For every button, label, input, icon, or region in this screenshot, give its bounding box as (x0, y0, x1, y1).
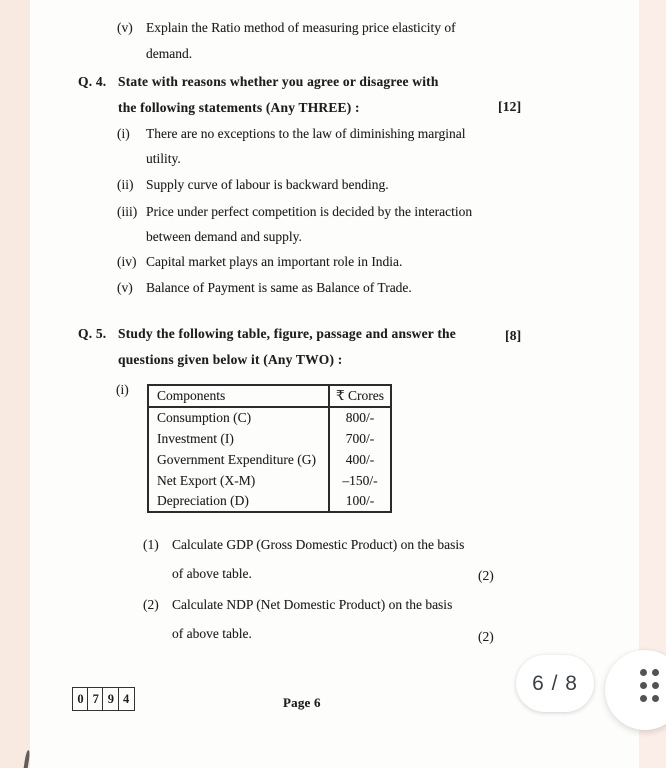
q4-marks: [12] (498, 99, 522, 114)
q5-sub1-line2: of above table. (172, 566, 252, 581)
q5-sub1-line1: Calculate GDP (Gross Domestic Product) on the basis (172, 537, 465, 552)
table-cell-label: Depreciation (D) (148, 491, 329, 512)
table-cell-label: Investment (I) (148, 428, 329, 449)
page-indicator-pill (516, 655, 594, 712)
table-row (148, 428, 391, 449)
q4-item-i-line2: utility. (146, 151, 181, 166)
prev-item-line2: demand. (146, 46, 193, 61)
table-cell-value: 400/- (329, 449, 391, 470)
table-cell-label: Government Expenditure (G) (148, 449, 329, 470)
q5-number: Q. 5. (78, 326, 107, 341)
table-row (148, 470, 391, 491)
table-cell-value: 800/- (329, 407, 391, 428)
q4-item-iii-line2: between demand and supply. (146, 229, 302, 244)
table-cell-label: Consumption (C) (148, 407, 329, 428)
q5-sub1-marks: (2) (478, 568, 494, 583)
q4-number: Q. 4. (78, 74, 107, 89)
table-header-crores: ₹ Crores (329, 385, 391, 407)
q4-heading1: State with reasons whether you agree or disagree with (118, 74, 439, 89)
table-cell-value: 100/- (329, 491, 391, 512)
table-cell-value: –150/- (329, 470, 391, 491)
table-header-row (148, 385, 391, 407)
six-dot-menu-icon (640, 669, 659, 702)
table-cell-label: Net Export (X-M) (148, 470, 329, 491)
menu-button[interactable] (605, 650, 666, 730)
q5-sub2-marks: (2) (478, 629, 494, 644)
q4-item-v-line1: Balance of Payment is same as Balance of Trade. (146, 280, 412, 295)
table-row (148, 449, 391, 470)
page-indicator-text: 6 / 8 (532, 671, 578, 695)
q5-heading2: questions given below it (Any TWO) : (118, 352, 343, 367)
q4-item-i-line1: There are no exceptions to the law of diminishing marginal (146, 126, 466, 141)
q5-sub2-line2: of above table. (172, 626, 252, 641)
q5-marks: [8] (505, 328, 522, 343)
q4-item-iii-marker: (iii) (117, 204, 138, 219)
q5-sub2-marker: (2) (143, 597, 159, 612)
exam-code-boxes (72, 687, 135, 711)
code-digit: 0 (72, 687, 89, 711)
table-row (148, 407, 391, 428)
table-row (148, 491, 391, 512)
q5-sub1-marker: (1) (143, 537, 159, 552)
prev-item-marker: (v) (117, 20, 133, 35)
q4-item-ii-line1: Supply curve of labour is backward bending. (146, 177, 389, 192)
q5-heading1: Study the following table, figure, passage and answer the (118, 326, 456, 341)
q5-sub2-line1: Calculate NDP (Net Domestic Product) on the basis (172, 597, 453, 612)
q4-item-iii-line1: Price under perfect competition is decided by the interaction (146, 204, 473, 219)
q5-table-marker: (i) (116, 382, 129, 397)
components-table (147, 384, 392, 513)
prev-item-line1: Explain the Ratio method of measuring price elasticity of (146, 20, 456, 35)
q4-item-iv-marker: (iv) (117, 254, 137, 269)
code-digit: 7 (87, 687, 104, 711)
code-digit: 4 (118, 687, 135, 711)
left-gutter (0, 0, 30, 768)
table-header-components: Components (148, 385, 329, 407)
q4-item-iv-line1: Capital market plays an important role in India. (146, 254, 403, 269)
q4-item-i-marker: (i) (117, 126, 130, 141)
q4-heading2: the following statements (Any THREE) : (118, 100, 360, 115)
code-digit: 9 (102, 687, 119, 711)
table-cell-value: 700/- (329, 428, 391, 449)
page-number-label: Page 6 (283, 695, 321, 710)
q4-item-v-marker: (v) (117, 280, 133, 295)
q4-item-ii-marker: (ii) (117, 177, 134, 192)
